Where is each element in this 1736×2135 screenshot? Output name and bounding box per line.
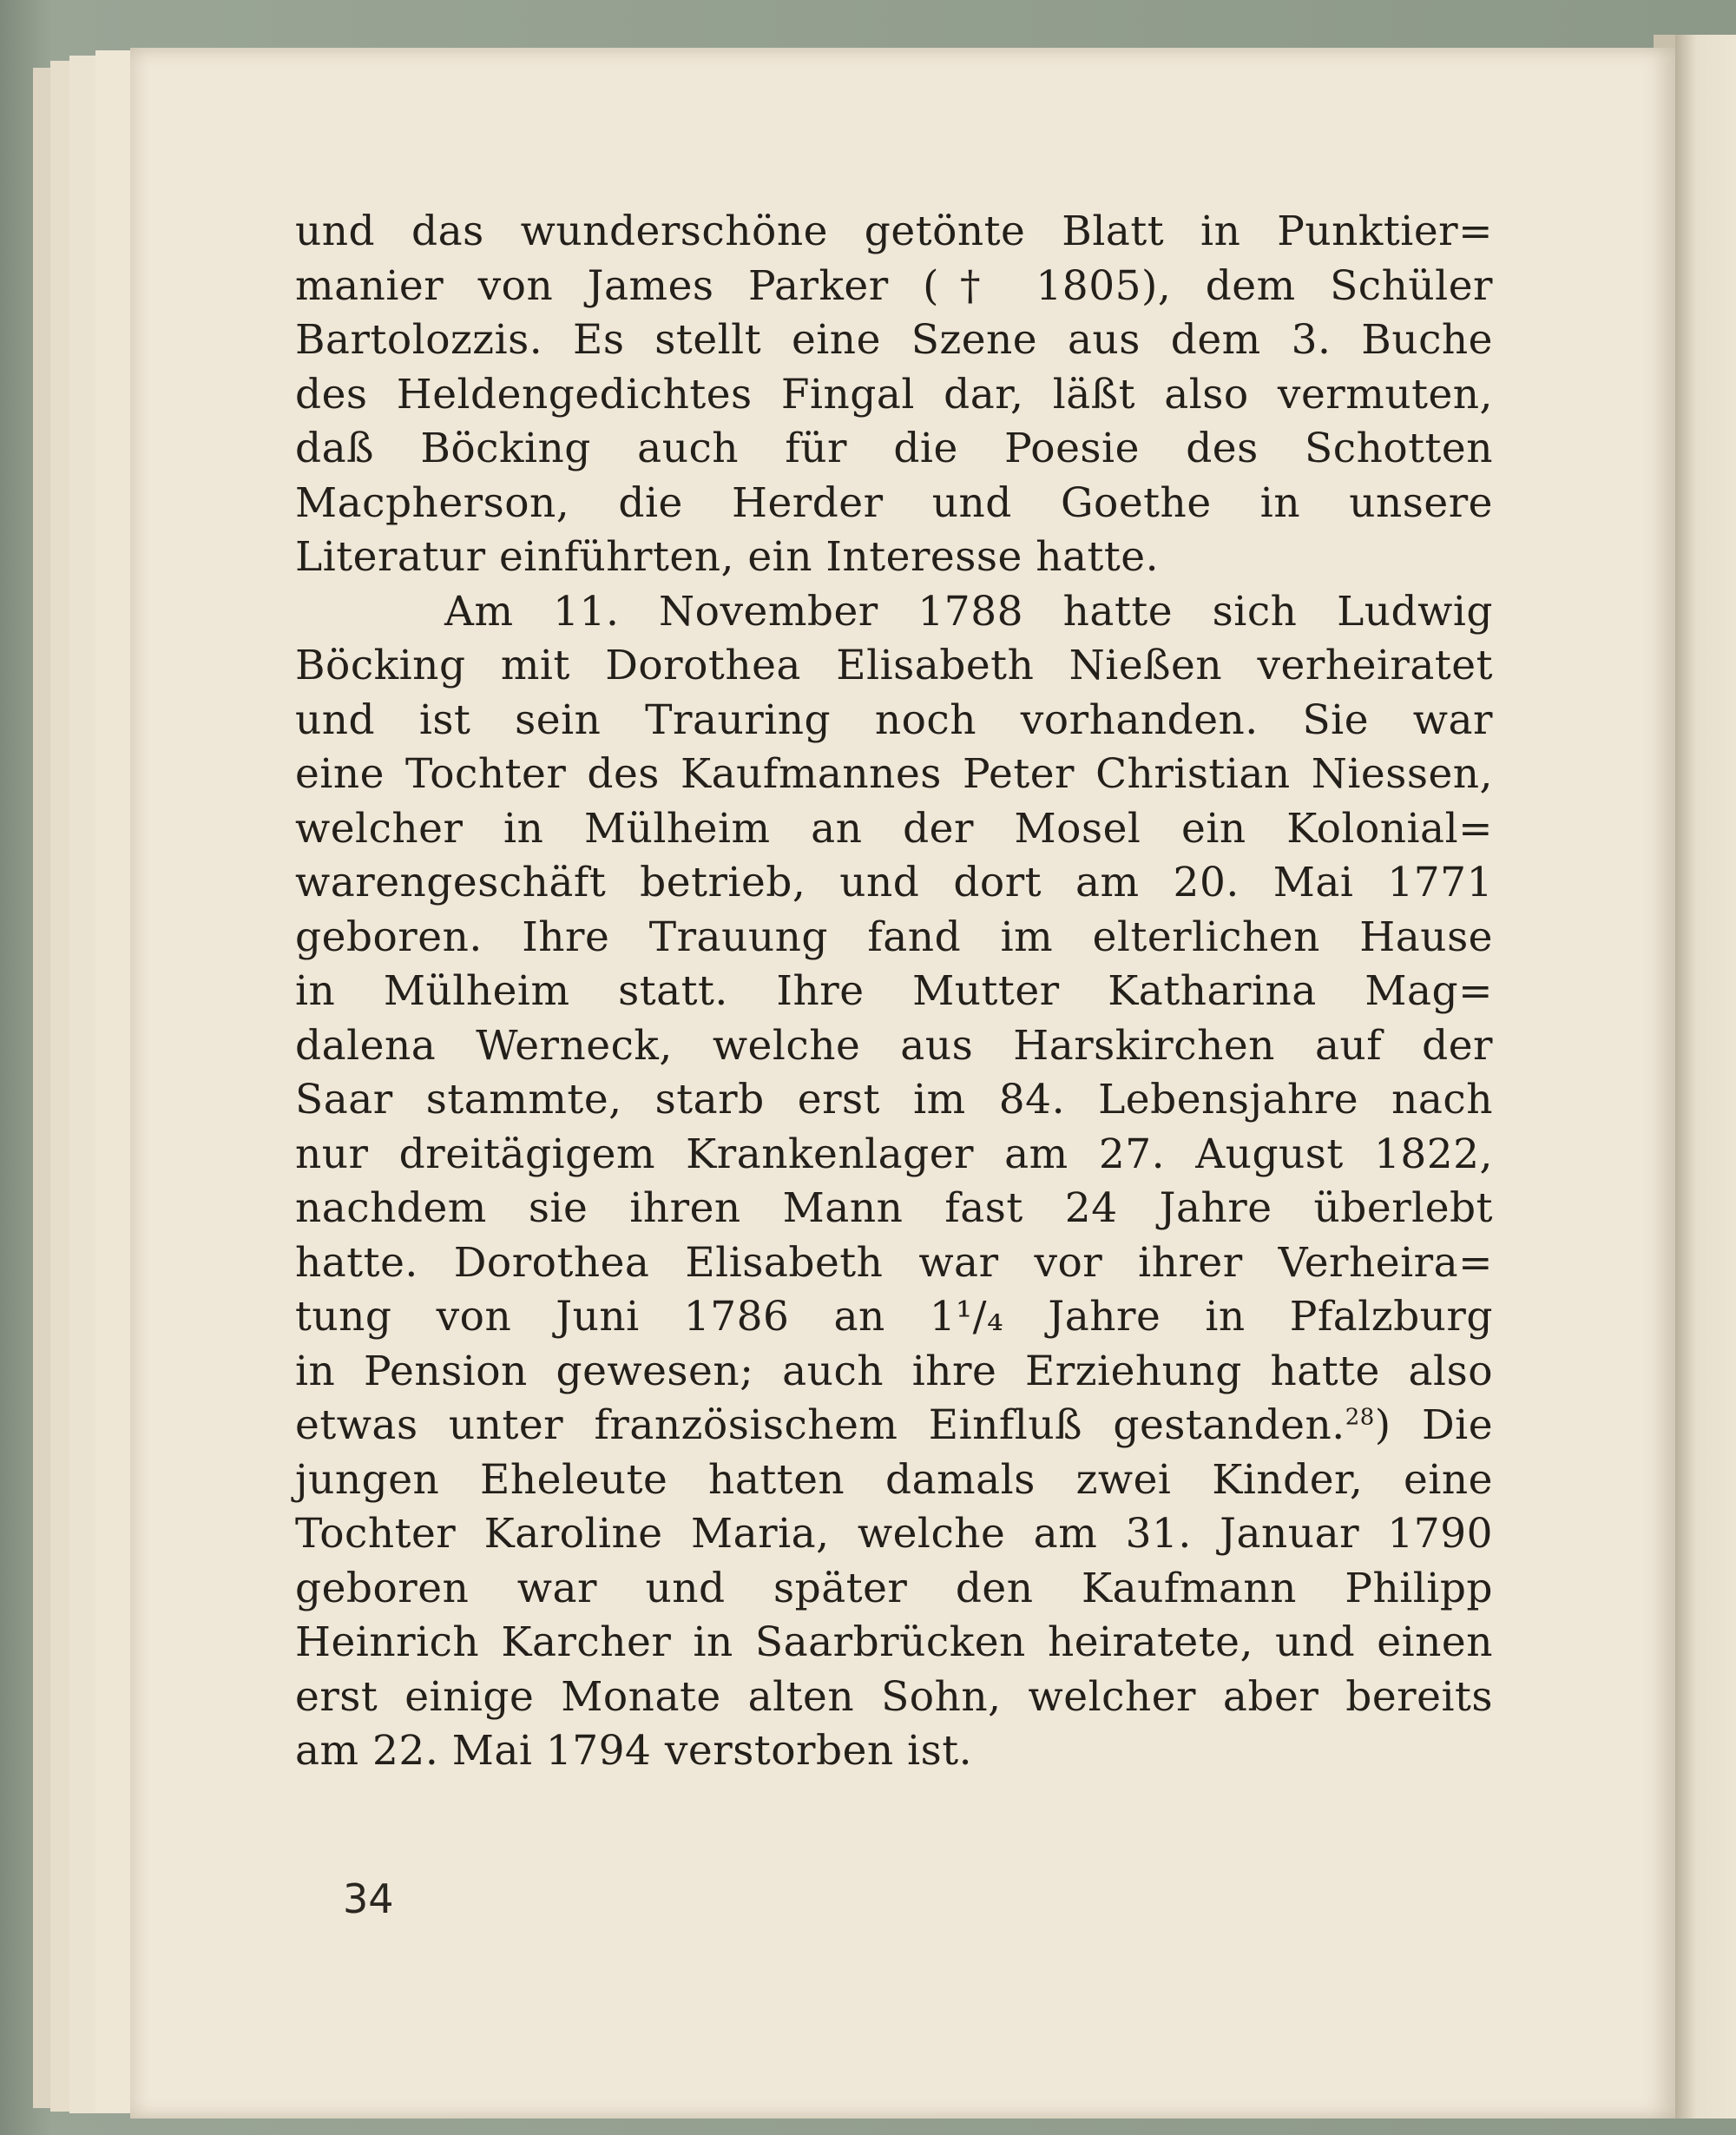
text-line: manier von James Parker († 1805), dem Schüler bbox=[295, 261, 1493, 310]
text-line: und ist sein Trauring noch vorhanden. Sie war bbox=[295, 695, 1493, 744]
text-line: nur dreitägigem Krankenlager am 27. August 1822, bbox=[295, 1130, 1493, 1178]
text-line: tung von Juni 1786 an 1¹/₄ Jahre in Pfalzburg bbox=[295, 1293, 1493, 1341]
text-line: und das wunderschöne getönte Blatt in Punktier= bbox=[295, 208, 1493, 255]
text-line: nachdem sie ihren Mann fast 24 Jahre überlebt bbox=[295, 1184, 1493, 1232]
text-line: Literatur einführten, ein Interesse hatte. bbox=[295, 533, 1160, 581]
text-segment: ) Die bbox=[1374, 1401, 1494, 1449]
text-line: jungen Eheleute hatten damals zwei Kinder, eine bbox=[295, 1455, 1493, 1504]
text-line: Heinrich Karcher in Saarbrücken heiratete, und einen bbox=[295, 1618, 1493, 1666]
text-line: eine Tochter des Kaufmannes Peter Christian Niessen, bbox=[295, 750, 1493, 798]
text-line: des Heldengedichtes Fingal dar, läßt also vermuten, bbox=[295, 370, 1493, 418]
text-line: Bartolozzis. Es stellt eine Szene aus dem 3. Buche bbox=[295, 316, 1493, 364]
text-line: Böcking mit Dorothea Elisabeth Nießen verheiratet bbox=[295, 642, 1493, 689]
body-text bbox=[295, 205, 1493, 1779]
text-segment: etwas unter französischem Einfluß gestanden. bbox=[295, 1401, 1345, 1449]
text-line: hatte. Dorothea Elisabeth war vor ihrer Verheira= bbox=[295, 1238, 1493, 1287]
text-line: erst einige Monate alten Sohn, welcher aber bereits bbox=[295, 1672, 1493, 1721]
text-line: geboren war und später den Kaufmann Philipp bbox=[295, 1564, 1493, 1612]
footnote-reference: 28 bbox=[1345, 1404, 1375, 1431]
text-line: Macpherson, die Herder und Goethe in unsere bbox=[295, 478, 1493, 527]
text-line: daß Böcking auch für die Poesie des Schotten bbox=[295, 425, 1493, 472]
text-line: dalena Werneck, welche aus Harskirchen auf der bbox=[295, 1021, 1493, 1070]
text-line: geboren. Ihre Trauung fand im elterlichen Hause bbox=[295, 913, 1493, 961]
text-line: Am 11. November 1788 hatte sich Ludwig bbox=[444, 587, 1493, 636]
text-line: welcher in Mülheim an der Mosel ein Kolonial= bbox=[295, 804, 1493, 853]
text-line: am 22. Mai 1794 verstorben ist. bbox=[295, 1727, 973, 1775]
text-line: Saar stammte, starb erst im 84. Lebensjahre nach bbox=[295, 1076, 1493, 1124]
page-number: 34 bbox=[343, 1875, 394, 1922]
text-line: in Mülheim statt. Ihre Mutter Katharina Mag= bbox=[295, 967, 1493, 1015]
text-line: warengeschäft betrieb, und dort am 20. Mai 1771 bbox=[295, 859, 1493, 906]
text-line-with-footnote bbox=[295, 1399, 1493, 1453]
text-line: in Pension gewesen; auch ihre Erziehung hatte also bbox=[295, 1347, 1493, 1395]
facing-page-strip bbox=[1675, 35, 1736, 2119]
text-line: Tochter Karoline Maria, welche am 31. Januar 1790 bbox=[295, 1510, 1493, 1558]
